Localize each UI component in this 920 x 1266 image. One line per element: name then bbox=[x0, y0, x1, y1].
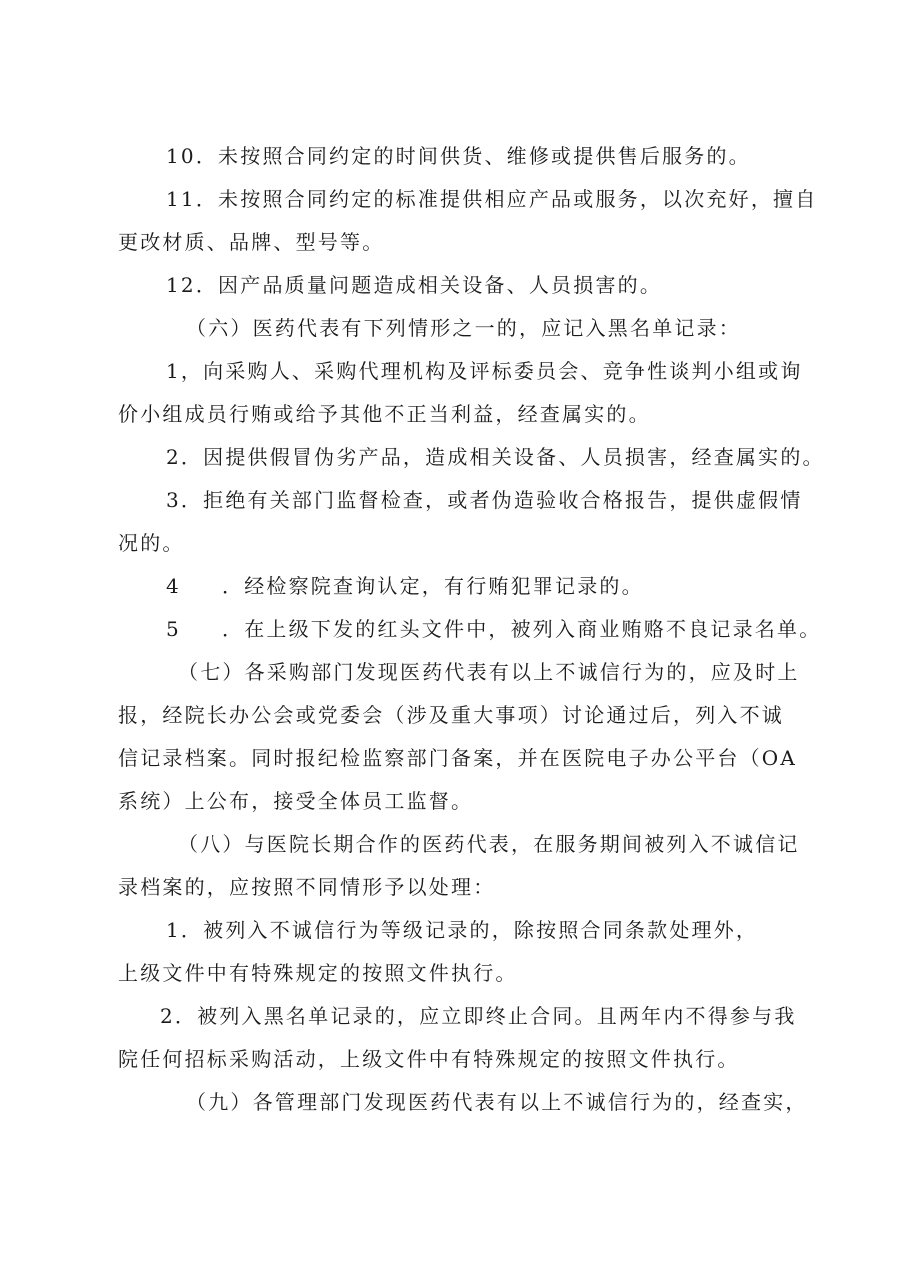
text-line: 1，向采购人、采购代理机构及评标委员会、竞争性谈判小组或询 bbox=[166, 359, 803, 383]
text-line: ．经检察院查询认定，有行贿犯罪记录的。 bbox=[222, 574, 644, 598]
text-line: 价小组成员行贿或给予其他不正当利益，经查属实的。 bbox=[118, 402, 651, 426]
text-line: 系统）上公布，接受全体员工监督。 bbox=[118, 789, 474, 813]
text-line: 上级文件中有特殊规定的按照文件执行。 bbox=[118, 961, 518, 985]
text-line: 录档案的，应按照不同情形予以处理： bbox=[118, 875, 496, 899]
text-line: 报，经院长办公会或党委会（涉及重大事项）讨论通过后，列入不诚 bbox=[118, 703, 784, 727]
text-line: 3．拒绝有关部门监督检查，或者伪造验收合格报告，提供虚假情 bbox=[166, 488, 803, 512]
text-line: 10．未按照合同约定的时间供货、维修或提供售后服务的。 bbox=[166, 144, 751, 168]
section-heading: （六）医药代表有下列情形之一的，应记入黑名单记录： bbox=[186, 316, 741, 340]
text-line: 12．因产品质量问题造成相关设备、人员损害的。 bbox=[166, 273, 663, 297]
section-heading: （八）与医院长期合作的医药代表，在服务期间被列入不诚信记 bbox=[178, 832, 800, 856]
text-line: ．在上级下发的红头文件中，被列入商业贿赂不良记录名单。 bbox=[222, 617, 822, 641]
list-number: 4 bbox=[166, 574, 180, 598]
text-line: 院任何招标采购活动，上级文件中有特殊规定的按照文件执行。 bbox=[118, 1047, 740, 1071]
text-line: 2．被列入黑名单记录的，应立即终止合同。且两年内不得参与我 bbox=[160, 1004, 797, 1028]
text-line: 11．未按照合同约定的标准提供相应产品或服务，以次充好，擅自 bbox=[166, 187, 818, 211]
text-line: 况的。 bbox=[118, 531, 185, 555]
text-line: 2．因提供假冒伪劣产品，造成相关设备、人员损害，经查属实的。 bbox=[166, 445, 825, 469]
text-line: 更改材质、品牌、型号等。 bbox=[118, 230, 385, 254]
list-number: 5 bbox=[166, 617, 180, 641]
section-heading: （七）各采购部门发现医药代表有以上不诚信行为的，应及时上 bbox=[178, 660, 800, 684]
section-heading: （九）各管理部门发现医药代表有以上不诚信行为的，经查实， bbox=[186, 1090, 808, 1114]
text-line: 1．被列入不诚信行为等级记录的，除按照合同条款处理外， bbox=[166, 918, 759, 942]
text-line: 信记录档案。同时报纪检监察部门备案，并在医院电子办公平台（OA bbox=[118, 746, 798, 770]
